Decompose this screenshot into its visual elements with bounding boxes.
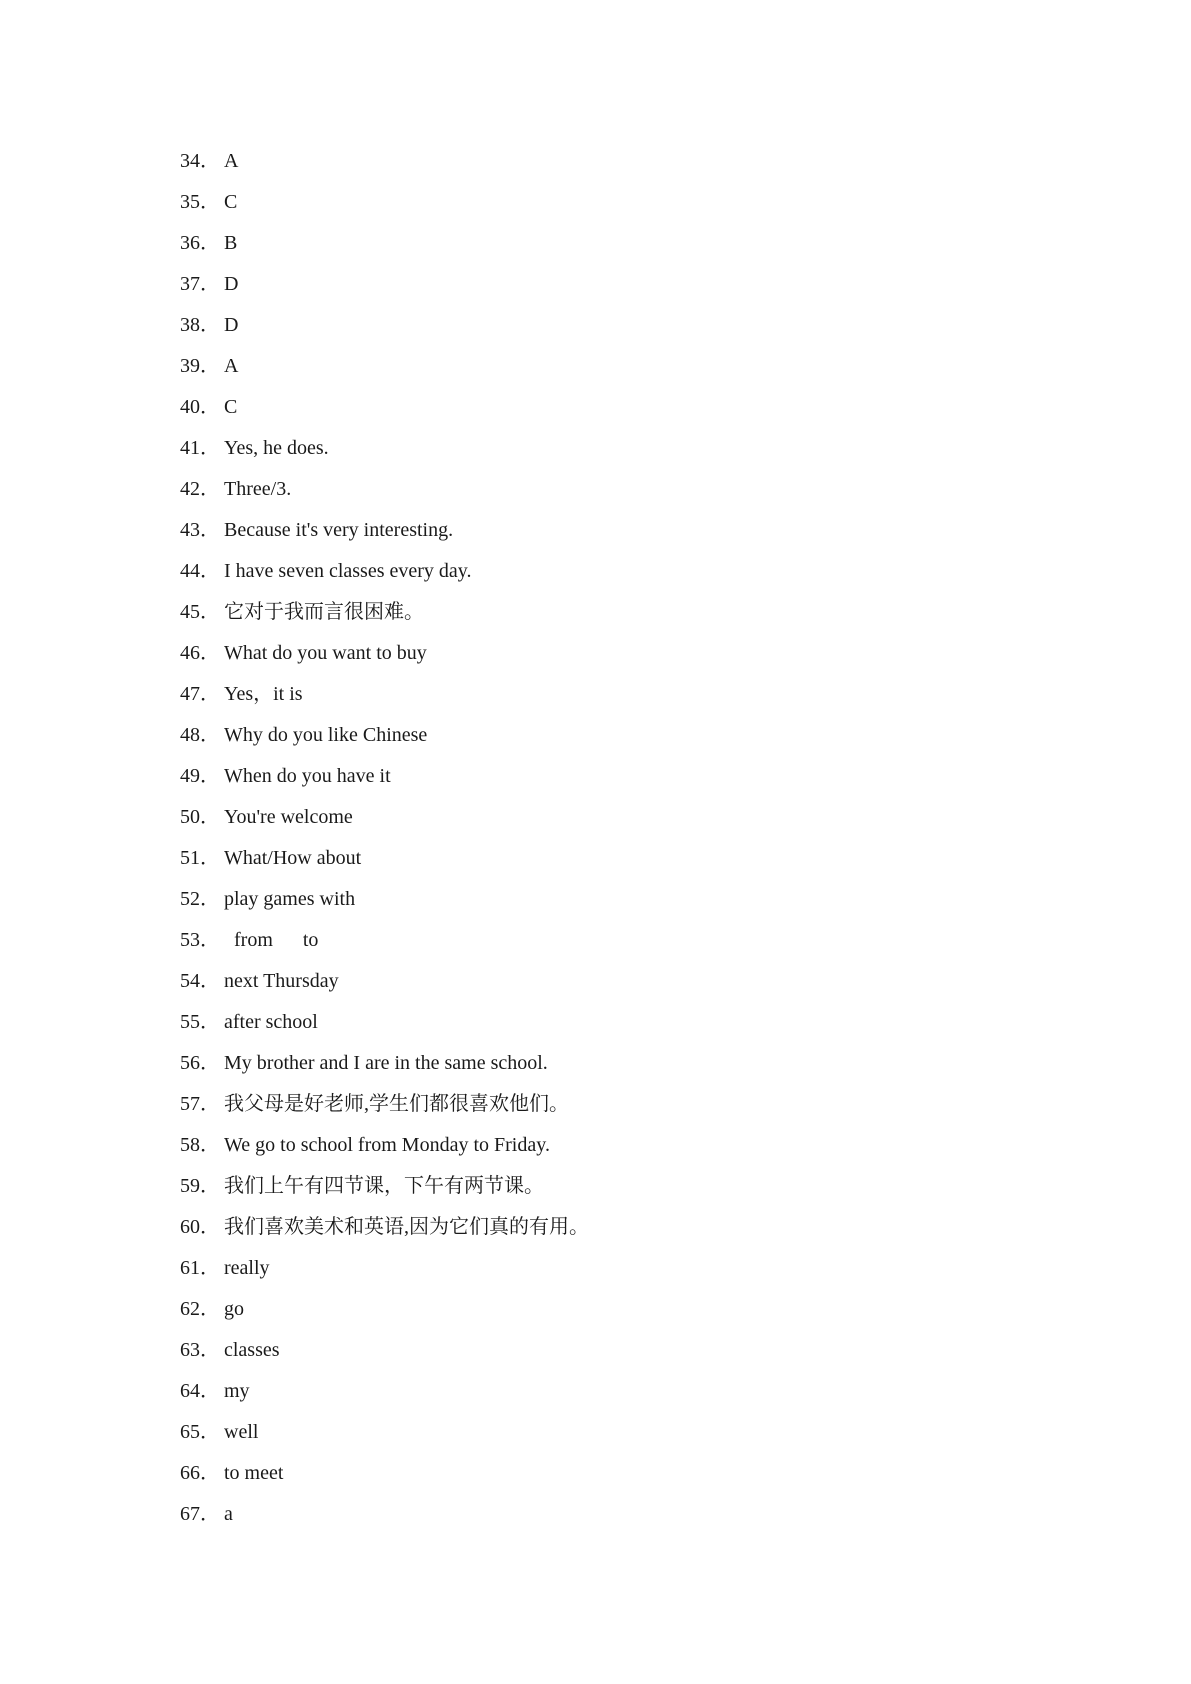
answer-number: 50．	[180, 806, 220, 828]
answer-item	[180, 920, 589, 961]
answer-text: a	[224, 1503, 233, 1525]
answer-text: We go to school from Monday to Friday.	[224, 1134, 550, 1156]
answer-number: 56．	[180, 1052, 220, 1074]
answer-number: 57．	[180, 1093, 220, 1115]
answer-item	[180, 182, 589, 223]
answer-number: 35．	[180, 191, 220, 213]
answer-item	[180, 1166, 589, 1207]
answer-number: 58．	[180, 1134, 220, 1156]
answer-item	[180, 1453, 589, 1494]
answer-text: Three/3.	[224, 478, 292, 500]
answer-text: What do you want to buy	[224, 642, 427, 664]
answer-item	[180, 1371, 589, 1412]
answer-item	[180, 1207, 589, 1248]
answer-text: from to	[224, 929, 319, 951]
answer-text: D	[224, 314, 239, 336]
answer-number: 55．	[180, 1011, 220, 1033]
answer-number: 54．	[180, 970, 220, 992]
answer-item	[180, 1289, 589, 1330]
answer-text: next Thursday	[224, 970, 339, 992]
answer-list	[180, 141, 589, 1535]
answer-item	[180, 510, 589, 551]
answer-text: What/How about	[224, 847, 362, 869]
answer-item	[180, 1084, 589, 1125]
answer-text: after school	[224, 1011, 318, 1033]
answer-number: 43．	[180, 519, 220, 541]
answer-item	[180, 1043, 589, 1084]
answer-text: my	[224, 1380, 250, 1402]
answer-text: C	[224, 396, 238, 418]
answer-number: 59．	[180, 1175, 220, 1197]
answer-text: go	[224, 1298, 244, 1320]
answer-text: I have seven classes every day.	[224, 560, 472, 582]
answer-number: 49．	[180, 765, 220, 787]
answer-text: A	[224, 355, 239, 377]
answer-item	[180, 838, 589, 879]
answer-text: A	[224, 150, 239, 172]
answer-number: 62．	[180, 1298, 220, 1320]
answer-number: 60．	[180, 1216, 220, 1238]
answer-item	[180, 592, 589, 633]
answer-number: 67．	[180, 1503, 220, 1525]
answer-text: Why do you like Chinese	[224, 724, 428, 746]
answer-item	[180, 633, 589, 674]
answer-number: 53．	[180, 929, 220, 951]
answer-text: really	[224, 1257, 270, 1279]
answer-text: 它对于我而言很困难。	[224, 601, 424, 623]
answer-item	[180, 756, 589, 797]
answer-number: 48．	[180, 724, 220, 746]
answer-number: 38．	[180, 314, 220, 336]
answer-text: When do you have it	[224, 765, 391, 787]
answer-text: Yes，it is	[224, 683, 303, 705]
answer-item	[180, 674, 589, 715]
answer-text: B	[224, 232, 238, 254]
answer-text: Because it's very interesting.	[224, 519, 454, 541]
answer-number: 64．	[180, 1380, 220, 1402]
answer-number: 47．	[180, 683, 220, 705]
answer-item	[180, 1412, 589, 1453]
answer-number: 46．	[180, 642, 220, 664]
answer-number: 41．	[180, 437, 220, 459]
answer-item	[180, 1330, 589, 1371]
answer-text: You're welcome	[224, 806, 353, 828]
answer-number: 40．	[180, 396, 220, 418]
answer-item	[180, 387, 589, 428]
answer-number: 42．	[180, 478, 220, 500]
answer-number: 34．	[180, 150, 220, 172]
answer-item	[180, 797, 589, 838]
answer-item	[180, 346, 589, 387]
answer-item	[180, 1125, 589, 1166]
answer-item	[180, 428, 589, 469]
answer-number: 36．	[180, 232, 220, 254]
answer-text: My brother and I are in the same school.	[224, 1052, 548, 1074]
answer-number: 44．	[180, 560, 220, 582]
answer-number: 66．	[180, 1462, 220, 1484]
answer-item	[180, 305, 589, 346]
answer-item	[180, 141, 589, 182]
answer-item	[180, 961, 589, 1002]
answer-number: 45．	[180, 601, 220, 623]
answer-text: 我们上午有四节课，下午有两节课。	[224, 1175, 544, 1197]
answer-number: 52．	[180, 888, 220, 910]
answer-text: C	[224, 191, 238, 213]
answer-item	[180, 223, 589, 264]
answer-item	[180, 551, 589, 592]
answer-item	[180, 1002, 589, 1043]
answer-number: 63．	[180, 1339, 220, 1361]
answer-text: 我父母是好老师,学生们都很喜欢他们。	[224, 1093, 569, 1115]
answer-number: 51．	[180, 847, 220, 869]
answer-number: 39．	[180, 355, 220, 377]
answer-text: play games with	[224, 888, 356, 910]
answer-item	[180, 1248, 589, 1289]
answer-number: 61．	[180, 1257, 220, 1279]
answer-item	[180, 715, 589, 756]
answer-item	[180, 469, 589, 510]
answer-text: Yes, he does.	[224, 437, 329, 459]
answer-text: well	[224, 1421, 259, 1443]
answer-item	[180, 264, 589, 305]
answer-text: D	[224, 273, 239, 295]
answer-text: to meet	[224, 1462, 284, 1484]
answer-number: 37．	[180, 273, 220, 295]
answer-text: 我们喜欢美术和英语,因为它们真的有用。	[224, 1216, 589, 1238]
answer-item	[180, 1494, 589, 1535]
answer-item	[180, 879, 589, 920]
answer-number: 65．	[180, 1421, 220, 1443]
answer-text: classes	[224, 1339, 280, 1361]
